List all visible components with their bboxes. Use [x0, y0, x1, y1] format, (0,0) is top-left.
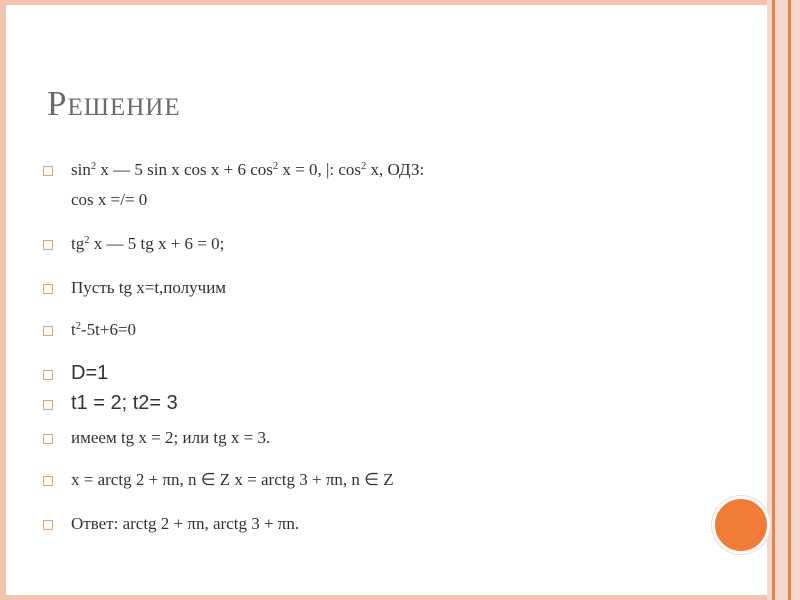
bullet-marker-icon [43, 520, 53, 530]
answer-line: Ответ: arctg 2 + πn, arctg 3 + πn. [71, 514, 300, 533]
decorative-circle [712, 496, 770, 554]
equation-line: x = arctg 2 + πn, n ∈ Z x = arctg 3 + πn, n ∈ Z [71, 470, 394, 489]
bullet-marker-icon [43, 166, 53, 176]
equation-line: $t^2-5t+6=0$ [71, 320, 137, 339]
slide-frame-left [0, 0, 6, 600]
equation-line: имеем tg x = 2; или tg x = 3. [71, 428, 271, 447]
decor-strip [775, 0, 788, 600]
equation-line: Пусть tg x=t,получим [71, 278, 227, 297]
bullet-marker-icon [43, 370, 53, 380]
decor-strip [791, 0, 800, 600]
bullet-marker-icon [43, 326, 53, 336]
bullet-marker-icon [43, 240, 53, 250]
bullet-marker-icon [43, 434, 53, 444]
slide-frame-bottom [0, 595, 800, 600]
slide-title: Решение [47, 84, 181, 123]
equation-line: $\sin^2 x$ — 5 sin x cos x + 6 $\cos^2 x = 0$, |: $\cos^2 x$, ОДЗ: [71, 160, 425, 179]
equation-line: cos x =/= 0 [71, 190, 148, 209]
equation-line: t1 = 2; t2= 3 [71, 392, 178, 414]
equation-line: D=1 [71, 362, 109, 384]
bullet-marker-icon [43, 476, 53, 486]
slide-frame-top [0, 0, 800, 5]
bullet-marker-icon [43, 284, 53, 294]
equation-line: $tg^2$ x — 5 tg x + 6 = 0; [71, 234, 225, 253]
bullet-marker-icon [43, 400, 53, 410]
